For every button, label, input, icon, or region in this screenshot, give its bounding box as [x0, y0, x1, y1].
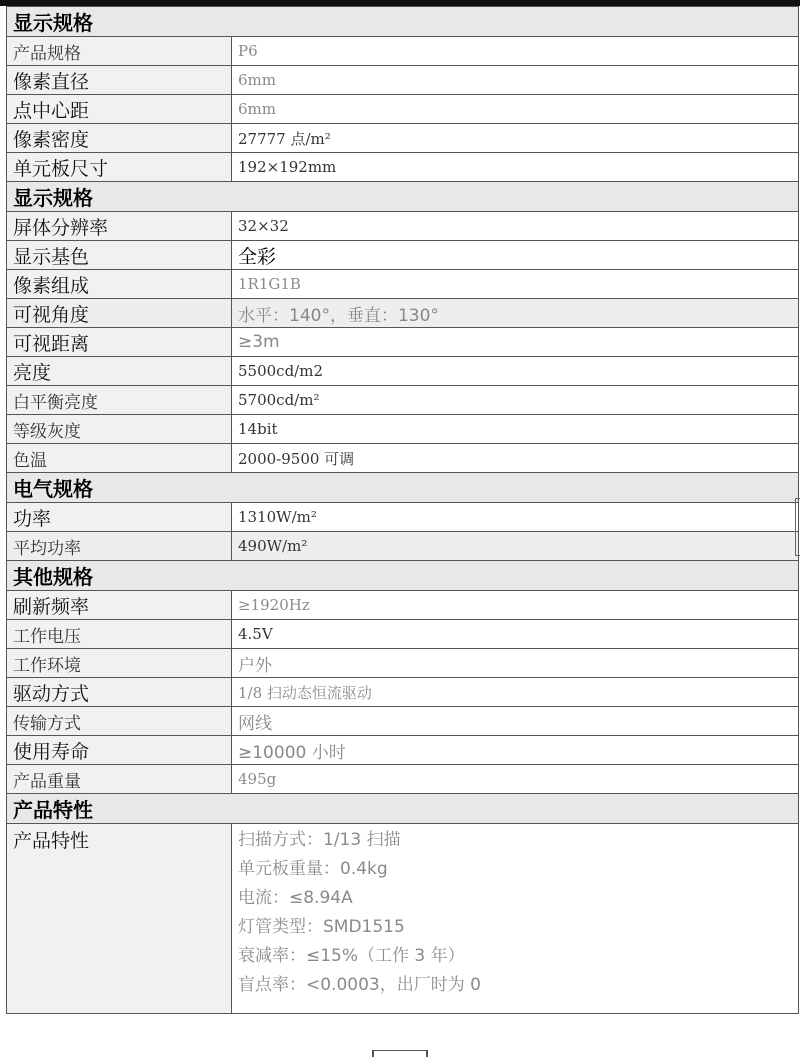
table-row [7, 328, 799, 357]
feature-line: 扫描方式：1/13 扫描 [238, 830, 401, 850]
row-value: 5700cd/m² [232, 386, 799, 415]
feature-line: 盲点率：<0.0003，出厂时为 0 [238, 975, 481, 995]
spec-table [6, 6, 799, 1014]
section-header [7, 794, 799, 824]
section-title: 显示规格 [7, 7, 799, 37]
row-value: ≥1920Hz [232, 591, 799, 620]
row-value: 全彩 [232, 241, 799, 270]
table-row [7, 765, 799, 794]
table-row [7, 503, 799, 532]
row-value: 495g [232, 765, 799, 794]
row-value: 1R1G1B [232, 270, 799, 299]
row-value: 5500cd/m2 [232, 357, 799, 386]
table-row [7, 37, 799, 66]
row-label: 像素密度 [7, 124, 232, 153]
row-value: ≥3m [232, 328, 799, 357]
row-value: 32×32 [232, 212, 799, 241]
table-row [7, 532, 799, 561]
row-label: 工作电压 [7, 620, 232, 649]
row-value: P6 [232, 37, 799, 66]
row-label: 像素直径 [7, 66, 232, 95]
row-label: 可视距离 [7, 328, 232, 357]
table-row [7, 270, 799, 299]
feature-line: 单元板重量：0.4kg [238, 859, 388, 879]
row-label: 驱动方式 [7, 678, 232, 707]
row-value: 490W/m² [232, 532, 799, 561]
section-header [7, 473, 799, 503]
table-row [7, 415, 799, 444]
row-label: 传输方式 [7, 707, 232, 736]
features-list [232, 824, 799, 1014]
table-row [7, 386, 799, 415]
table-row [7, 66, 799, 95]
feature-line: 衰减率：≤15%（工作 3 年） [238, 946, 465, 966]
row-label: 工作环境 [7, 649, 232, 678]
row-label: 点中心距 [7, 95, 232, 124]
row-label: 使用寿命 [7, 736, 232, 765]
table-row [7, 707, 799, 736]
row-label: 平均功率 [7, 532, 232, 561]
section-title: 电气规格 [7, 473, 799, 503]
section-title: 其他规格 [7, 561, 799, 591]
row-label: 色温 [7, 444, 232, 473]
table-row [7, 212, 799, 241]
table-row [7, 299, 799, 328]
row-label: 产品规格 [7, 37, 232, 66]
row-value: 户外 [232, 649, 799, 678]
row-value: 4.5V [232, 620, 799, 649]
table-row [7, 95, 799, 124]
feature-line: 电流：≤8.94A [238, 888, 353, 908]
row-value: ≥10000 小时 [232, 736, 799, 765]
row-value: 水平：140°，垂直：130° [232, 299, 799, 328]
row-label: 产品特性 [7, 824, 232, 1014]
table-row [7, 649, 799, 678]
row-value: 1/8 扫动态恒流驱动 [232, 678, 799, 707]
row-label: 白平衡亮度 [7, 386, 232, 415]
edge-mark [795, 498, 800, 556]
row-label: 刷新频率 [7, 591, 232, 620]
row-value: 6mm [232, 66, 799, 95]
table-row [7, 620, 799, 649]
row-value: 1310W/m² [232, 503, 799, 532]
table-row [7, 241, 799, 270]
row-label: 屏体分辨率 [7, 212, 232, 241]
row-value: 网线 [232, 707, 799, 736]
row-label: 亮度 [7, 357, 232, 386]
row-value: 192×192mm [232, 153, 799, 182]
table-row [7, 591, 799, 620]
row-label: 单元板尺寸 [7, 153, 232, 182]
feature-line: 灯管类型：SMD1515 [238, 917, 405, 937]
row-value: 2000-9500 可调 [232, 444, 799, 473]
row-value: 14bit [232, 415, 799, 444]
section-header [7, 182, 799, 212]
section-header [7, 561, 799, 591]
row-label: 像素组成 [7, 270, 232, 299]
table-row [7, 678, 799, 707]
table-row [7, 357, 799, 386]
row-value: 6mm [232, 95, 799, 124]
table-row [7, 124, 799, 153]
section-title: 产品特性 [7, 794, 799, 824]
table-row [7, 444, 799, 473]
features-row [7, 824, 799, 1014]
row-value: 27777 点/m² [232, 124, 799, 153]
table-row [7, 736, 799, 765]
section-header [7, 7, 799, 37]
row-label: 等级灰度 [7, 415, 232, 444]
row-label: 产品重量 [7, 765, 232, 794]
table-row [7, 153, 799, 182]
row-label: 可视角度 [7, 299, 232, 328]
section-title: 显示规格 [7, 182, 799, 212]
row-label: 显示基色 [7, 241, 232, 270]
row-label: 功率 [7, 503, 232, 532]
